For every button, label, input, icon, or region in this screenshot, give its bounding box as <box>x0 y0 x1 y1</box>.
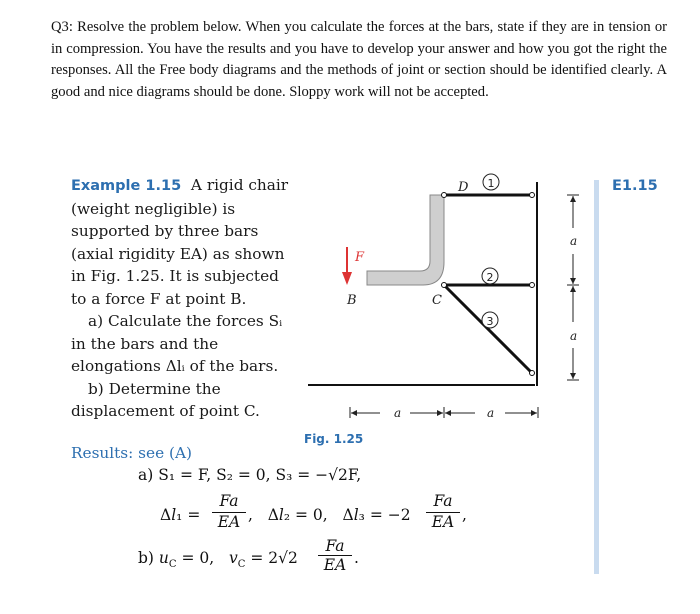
hinge-d <box>442 193 447 198</box>
hinge-c <box>442 283 447 288</box>
example-part-a: a) Calculate the forces Sᵢ in the bars and the elongations Δlᵢ of the bars. <box>71 312 283 375</box>
hinge-2 <box>530 283 535 288</box>
hinge-3 <box>530 371 535 376</box>
dim-arrow <box>570 373 576 379</box>
force-arrowhead <box>342 272 352 285</box>
label-d: D <box>458 180 469 195</box>
dim-arrow <box>437 410 443 416</box>
example-label: Example 1.15 <box>71 178 182 194</box>
dim-label-a: a <box>570 329 578 343</box>
example-part-b: b) Determine the displacement of point C. <box>71 379 260 420</box>
bar-3-number: 3 <box>486 315 494 328</box>
bar-3 <box>444 285 532 373</box>
dim-label-a: a <box>487 406 495 420</box>
rigid-chair <box>367 195 444 285</box>
label-f: F <box>355 250 365 265</box>
dim-arrow <box>570 286 576 292</box>
bar-2-number: 2 <box>486 271 494 284</box>
figure-caption: Fig. 1.25 <box>304 432 364 446</box>
dim-arrow <box>531 410 537 416</box>
dim-arrow <box>570 196 576 202</box>
question-text: Q3: Resolve the problem below. When you calculate the forces at the bars, state if they are in tension or in compression. You have the results and you have to develop your answer and how you got the right the responses. All the Free body diagrams and the methods of joint or section should be identified clearly. A good and nice diagrams should be done. Sloppy work will not be accepted. <box>51 19 667 100</box>
dim-label-a: a <box>570 234 578 248</box>
results-heading: Results: see (A) <box>71 444 192 462</box>
hinge-1 <box>530 193 535 198</box>
dim-arrow <box>351 410 357 416</box>
results-line-1: a) S₁ = F, S₂ = 0, S₃ = −√2F, <box>138 466 362 484</box>
label-b: B <box>347 293 357 308</box>
label-c: C <box>432 293 442 308</box>
example-tag: E1.15 <box>612 178 658 194</box>
example-statement: A rigid chair (weight negligible) is supported by three bars (axial rigidity EA) as shown in Fig. 1.25. It is subjected to a force F at point B. <box>71 176 289 308</box>
dim-label-a: a <box>394 406 402 420</box>
dim-arrow <box>570 278 576 284</box>
bar-1-number: 1 <box>487 177 495 190</box>
dim-arrow <box>445 410 451 416</box>
